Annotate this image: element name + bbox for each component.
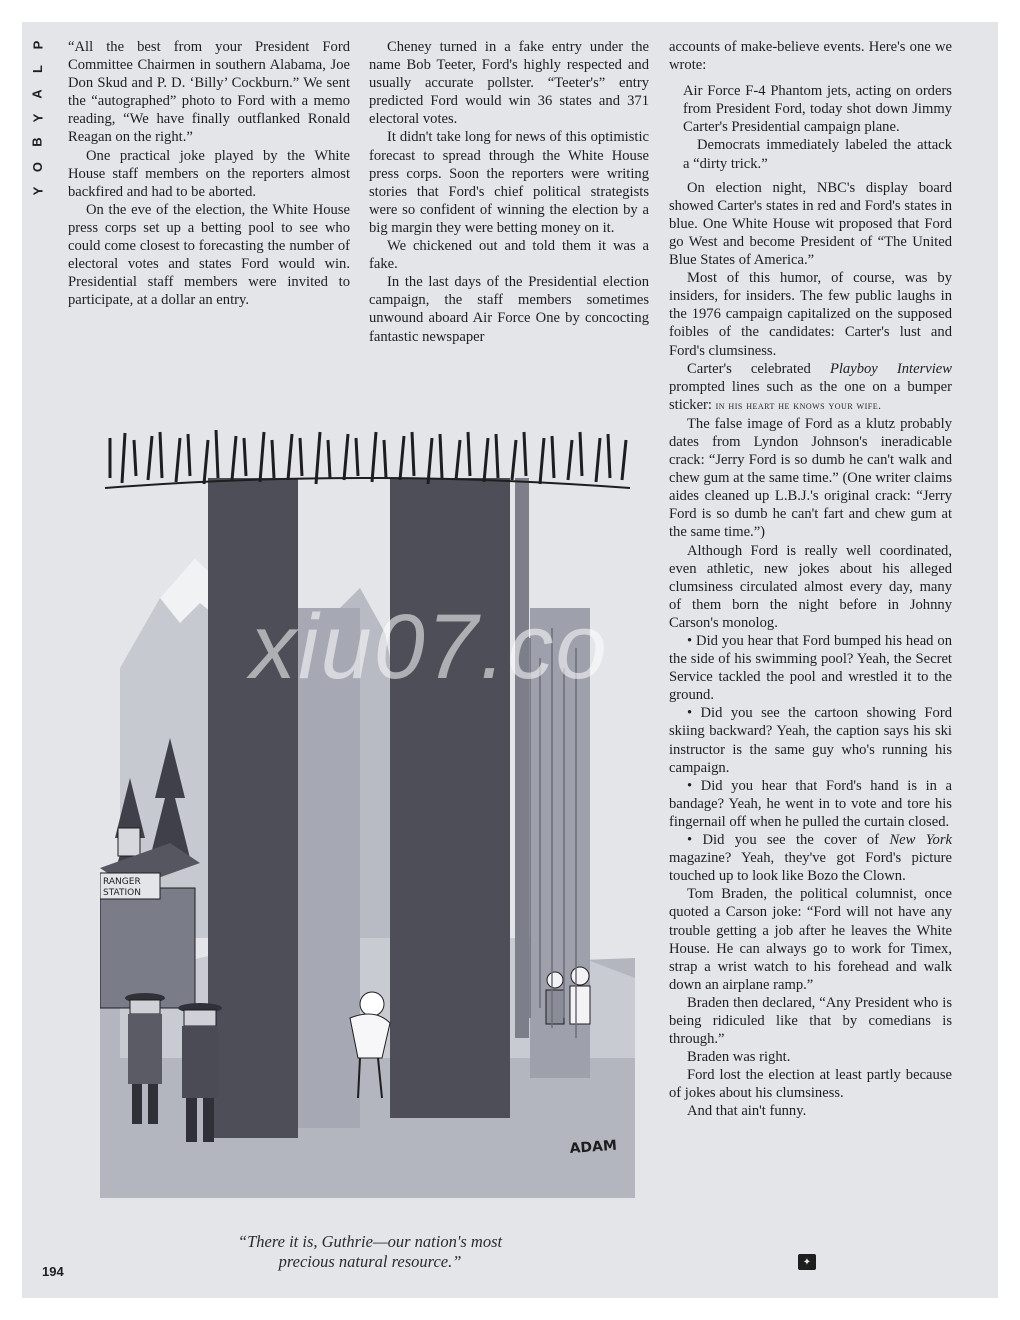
paragraph: On election night, NBC's display board showed Carter's states in red and Ford's states in blue. One White House wit proposed that Ford go West and become President of “The United Blue States of America.” (669, 179, 952, 269)
text-column-1 (68, 38, 350, 309)
rabbit-end-mark-icon: ✦ (798, 1254, 816, 1270)
quote-paragraph: Air Force F-4 Phantom jets, acting on orders from President Ford, today shot down Jimmy Carter's Presidential campaign plane. (683, 83, 952, 136)
masthead-letter: O (30, 161, 45, 172)
paragraph: On the eve of the election, the White House press corps set up a betting pool to see who could come closest to forecasting the number of electoral votes and states Ford would win. Presidential staff members were invited to participate, at a dollar an entry. (68, 201, 350, 309)
paragraph: Ford lost the election at least partly because of jokes about his clumsiness. (669, 1067, 952, 1102)
paragraph: We chickened out and told them it was a fake. (369, 238, 649, 273)
page-number: 194 (42, 1264, 64, 1279)
sign-text: RANGER (103, 877, 141, 887)
text-run: • Did you see the cover of (687, 832, 890, 849)
paragraph: In the last days of the Presidential election campaign, the staff members sometimes unwound aboard Air Force One by concocting fantastic newspaper (369, 274, 649, 345)
masthead-letter: L (29, 65, 45, 74)
paragraph: Most of this humor, of course, was by insiders, for insiders. The few public laughs in the 1976 campaign capitalized on the supposed foibles of the candidates: Carter's lust and Ford's clumsiness. (669, 270, 952, 359)
masthead-letter: Y (29, 113, 45, 123)
quote-paragraph: Democrats immediately labeled the attack a “dirty trick.” (683, 137, 952, 172)
paragraph: Braden was right. (687, 1049, 791, 1066)
joke-bullet: • Did you hear that Ford bumped his head on the side of his swimming pool? Yeah, the Secret Service tackled the pool and wrestled it to the ground. (669, 633, 952, 704)
station-tower (118, 828, 140, 856)
ranger-station-building (100, 888, 195, 1008)
paragraph: It didn't take long for news of this optimistic forecast to spread through the White House press corps. Soon the reporters were writing stories that Ford's chief political strategists were so confident of winning the election by a big margin they were betting money on it. (369, 129, 649, 236)
paragraph: The false image of Ford as a klutz probably dates from Lyndon Johnson's ineradicable crack: “Jerry Ford is so dumb he can't walk and chew gum at the same time.” (One writer claims aides cleaned up L.B.J.'s original crack: “Jerry Ford is so dumb he can't fart and chew gum at the same time.”) (669, 415, 952, 541)
cartoon-caption (150, 1232, 590, 1272)
text-run: magazine? Yeah, they've got Ford's picture touched up to look like Bozo the Clown. (669, 850, 952, 885)
italic-title: New York (889, 832, 952, 849)
bumper-sticker-text: in his heart he knows your wife. (715, 399, 882, 412)
masthead-vertical (28, 38, 48, 198)
paragraph: Tom Braden, the political columnist, once quoted a Carson joke: “Ford will not have any trouble getting a job after he leaves the White House. He can always go to work for Timex, strap a wrist watch to his forehead and walk down an airplane ramp.” (669, 886, 952, 993)
paragraph: One practical joke played by the White House staff members on the reporters almost backfired and had to be aborted. (68, 147, 350, 200)
text-run: Carter's celebrated (687, 360, 830, 377)
caption-line: “There it is, Guthrie—our nation's most (237, 1232, 503, 1251)
artist-signature: ADAM (569, 1137, 618, 1157)
tree-canopy-lines (110, 430, 626, 484)
giant-tree-trunk (208, 478, 298, 1138)
caption-line: precious natural resource.” (278, 1252, 462, 1271)
masthead-letter: P (29, 40, 45, 50)
paragraph: “All the best from your President Ford Committee Chairmen in southern Alabama, Joe Don Skud and P. D. ‘Billy’ Cockburn.” We sent the “autographed” photo to Ford with a memo reading, “We have finally outflanked Ronald Reagan on the right.” (68, 39, 350, 146)
sign-text: STATION (103, 888, 141, 898)
masthead-letter: B (29, 137, 45, 148)
tree-trunk-background (515, 478, 529, 1038)
text-run: prompted lines such as the one on a bumper sticker: (669, 378, 952, 413)
joke-bullet: • Did you see the cartoon showing Ford skiing backward? Yeah, the caption says his ski instructor is the same guy who's running his campaign. (669, 705, 952, 776)
giant-tree-trunk (390, 478, 510, 1118)
block-quote (683, 82, 952, 172)
masthead-letter: A (29, 88, 45, 99)
watermark: xiu07.co (250, 596, 609, 698)
paragraph: Braden then declared, “Any President who is being ridiculed like that by comedians is through.” (669, 994, 952, 1048)
joke-bullet: • Did you hear that Ford's hand is in a bandage? Yeah, he went in to vote and tore his fingernail off when he pulled the curtain closed. (669, 777, 952, 830)
cartoon-illustration (100, 418, 635, 1218)
italic-title: Playboy Interview (829, 360, 952, 377)
canopy-edge (105, 478, 630, 488)
paragraph: And that ain't funny. (687, 1103, 807, 1120)
joke-bullet (669, 831, 952, 885)
paragraph: Cheney turned in a fake entry under the name Bob Teeter, Ford's highly respected and usually accurate pollster. “Teeter's” entry predicted Ford would win 36 states and 371 electoral votes. (369, 39, 649, 128)
paragraph: Although Ford is really well coordinated, even athletic, new jokes about his alleged clumsiness circulated almost every day, many of them born the night before in Johnny Carson's monolog. (669, 542, 952, 631)
text-column-2 (369, 38, 649, 346)
paragraph: accounts of make-believe events. Here's one we wrote: (669, 39, 952, 74)
text-column-3 (669, 38, 952, 1121)
masthead-letter: Y (29, 186, 45, 196)
paragraph (669, 360, 952, 415)
